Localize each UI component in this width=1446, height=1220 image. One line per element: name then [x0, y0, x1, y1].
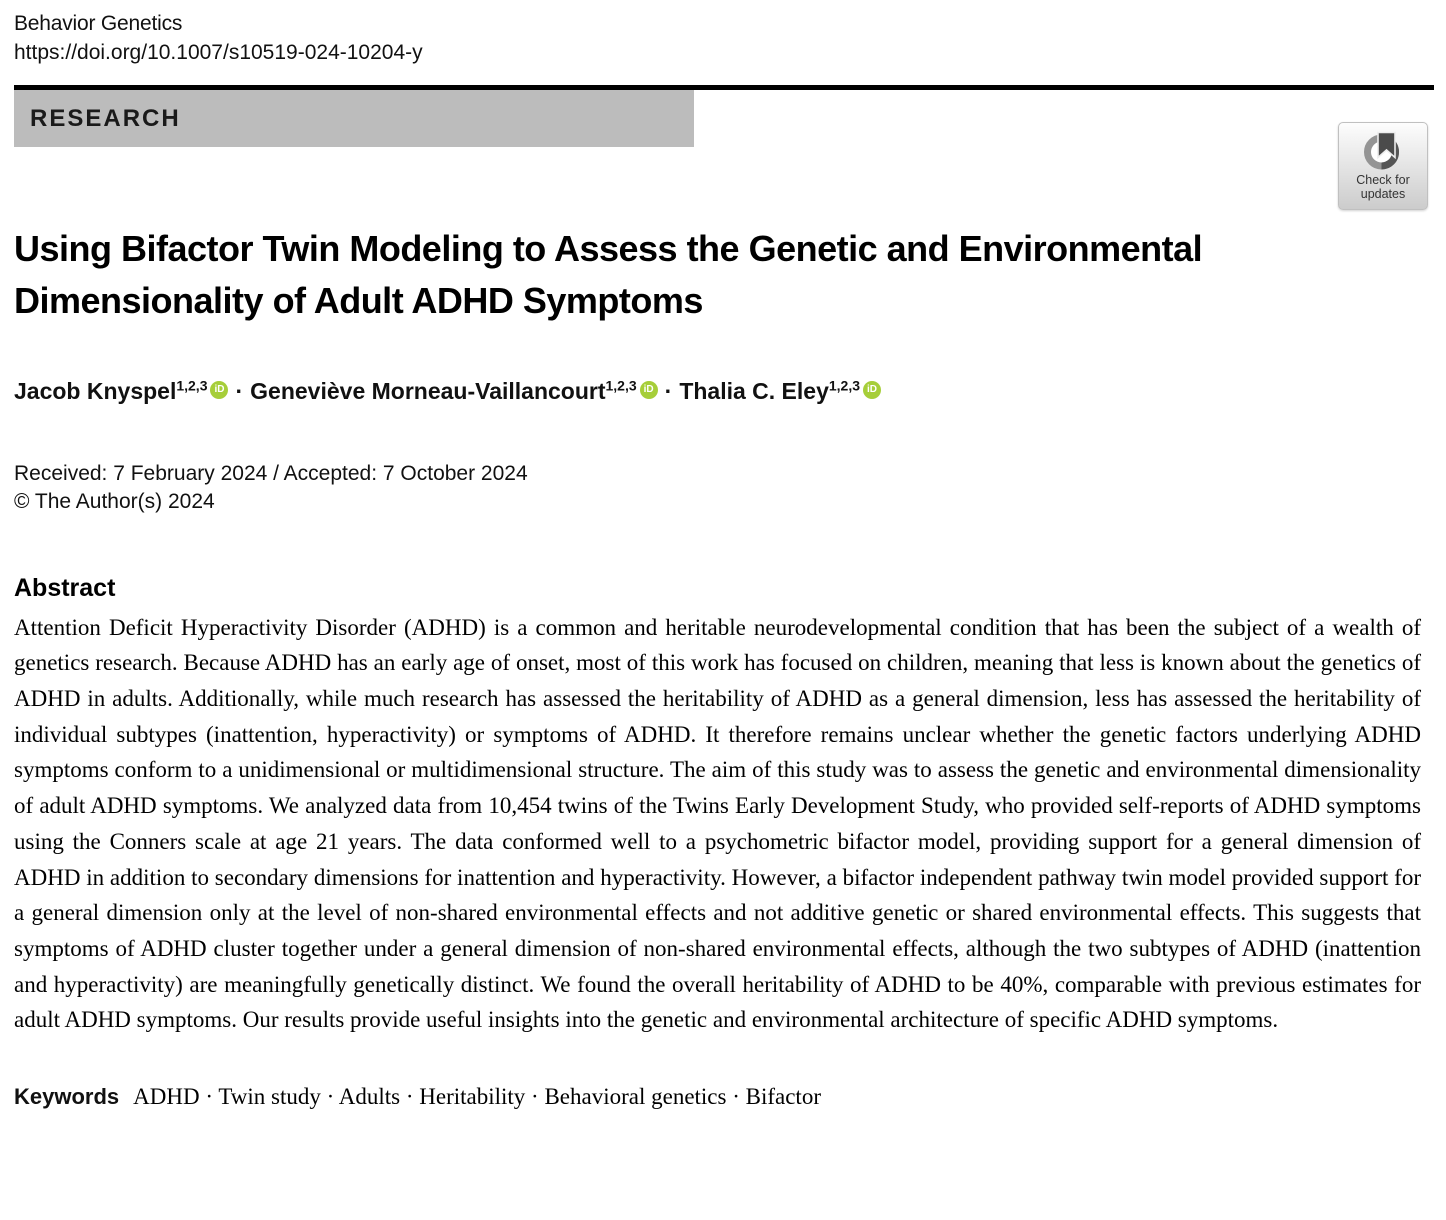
author-3-affiliations: 1,2,3 — [828, 377, 861, 393]
article-dates — [14, 460, 1421, 516]
badge-line2: updates — [1360, 187, 1406, 201]
author-3 — [679, 378, 881, 404]
orcid-icon[interactable]: iD — [640, 381, 658, 399]
author-3-name: Thalia C. Eley — [679, 377, 829, 404]
author-1-name: Jacob Knyspel — [14, 377, 177, 404]
author-1 — [14, 378, 228, 404]
author-2 — [250, 378, 657, 404]
check-for-updates-badge[interactable] — [1338, 122, 1428, 210]
author-list — [14, 377, 1421, 405]
author-separator: · — [235, 377, 244, 404]
keywords-label: Keywords — [14, 1084, 120, 1110]
abstract-text: Attention Deficit Hyperactivity Disorder (ADHD) is a common and heritable neurodevelopmental condition that has been the subject of a wealth of genetics research. Because ADHD has an early age of onset, most of this work has focused on children, meaning that less is known about the genetics of ADHD in adults. Additionally, while much research has assessed the heritability of ADHD as a general dimension, less has assessed the heritability of individual subtypes (inattention, hyperactivity) or symptoms of ADHD. It therefore remains unclear whether the genetic factors underlying ADHD symptoms conform to a unidimensional or multidimensional structure. The aim of this study was to assess the genetic and environmental dimensionality of adult ADHD symptoms. We analyzed data from 10,454 twins of the Twins Early Development Study, who provided self-reports of ADHD symptoms using the Conners scale at age 21 years. The data conformed well to a psychometric bifactor model, providing support for a general dimension of ADHD in addition to secondary dimensions for inattention and hyperactivity. However, a bifactor independent pathway twin model provided support for a general dimension only at the level of non-shared environmental effects and not additive genetic or shared environmental effects. This suggests that symptoms of ADHD cluster together under a general dimension of non-shared environmental effects, although the two subtypes of ADHD (inattention and hyperactivity) are meaningfully genetically distinct. We found the overall heritability of ADHD to be 40%, comparable with previous estimates for adult ADHD symptoms. Our results provide useful insights into the genetic and environmental architecture of specific ADHD symptoms. — [14, 614, 1421, 1033]
journal-name: Behavior Genetics — [14, 12, 183, 35]
badge-line1: Check for — [1356, 173, 1410, 187]
orcid-icon[interactable]: iD — [863, 381, 881, 399]
article-type-banner — [14, 90, 694, 147]
doi-link[interactable]: https://doi.org/10.1007/s10519-024-10204-y — [14, 41, 423, 64]
orcid-icon[interactable]: iD — [210, 381, 228, 399]
article-title: Using Bifactor Twin Modeling to Assess the Genetic and Environmental Dimensionality of Adult ADHD Symptoms — [14, 228, 1203, 321]
copyright-line: © The Author(s) 2024 — [14, 489, 215, 513]
author-2-affiliations: 1,2,3 — [605, 377, 637, 393]
check-for-updates-text — [1356, 173, 1410, 201]
keywords-row — [14, 1083, 1421, 1110]
received-accepted-line: Received: 7 February 2024 / Accepted: 7 October 2024 — [14, 461, 528, 485]
abstract-section — [14, 574, 1421, 1038]
crossmark-icon — [1360, 127, 1406, 173]
author-2-name: Geneviève Morneau-Vaillancourt — [250, 377, 606, 404]
abstract-heading: Abstract — [14, 573, 116, 602]
article-type-label: RESEARCH — [30, 104, 181, 132]
keywords-text: ADHD · Twin study · Adults · Heritability · Behavioral genetics · Bifactor — [133, 1084, 821, 1110]
author-separator: · — [664, 377, 673, 404]
author-1-affiliations: 1,2,3 — [176, 377, 208, 393]
